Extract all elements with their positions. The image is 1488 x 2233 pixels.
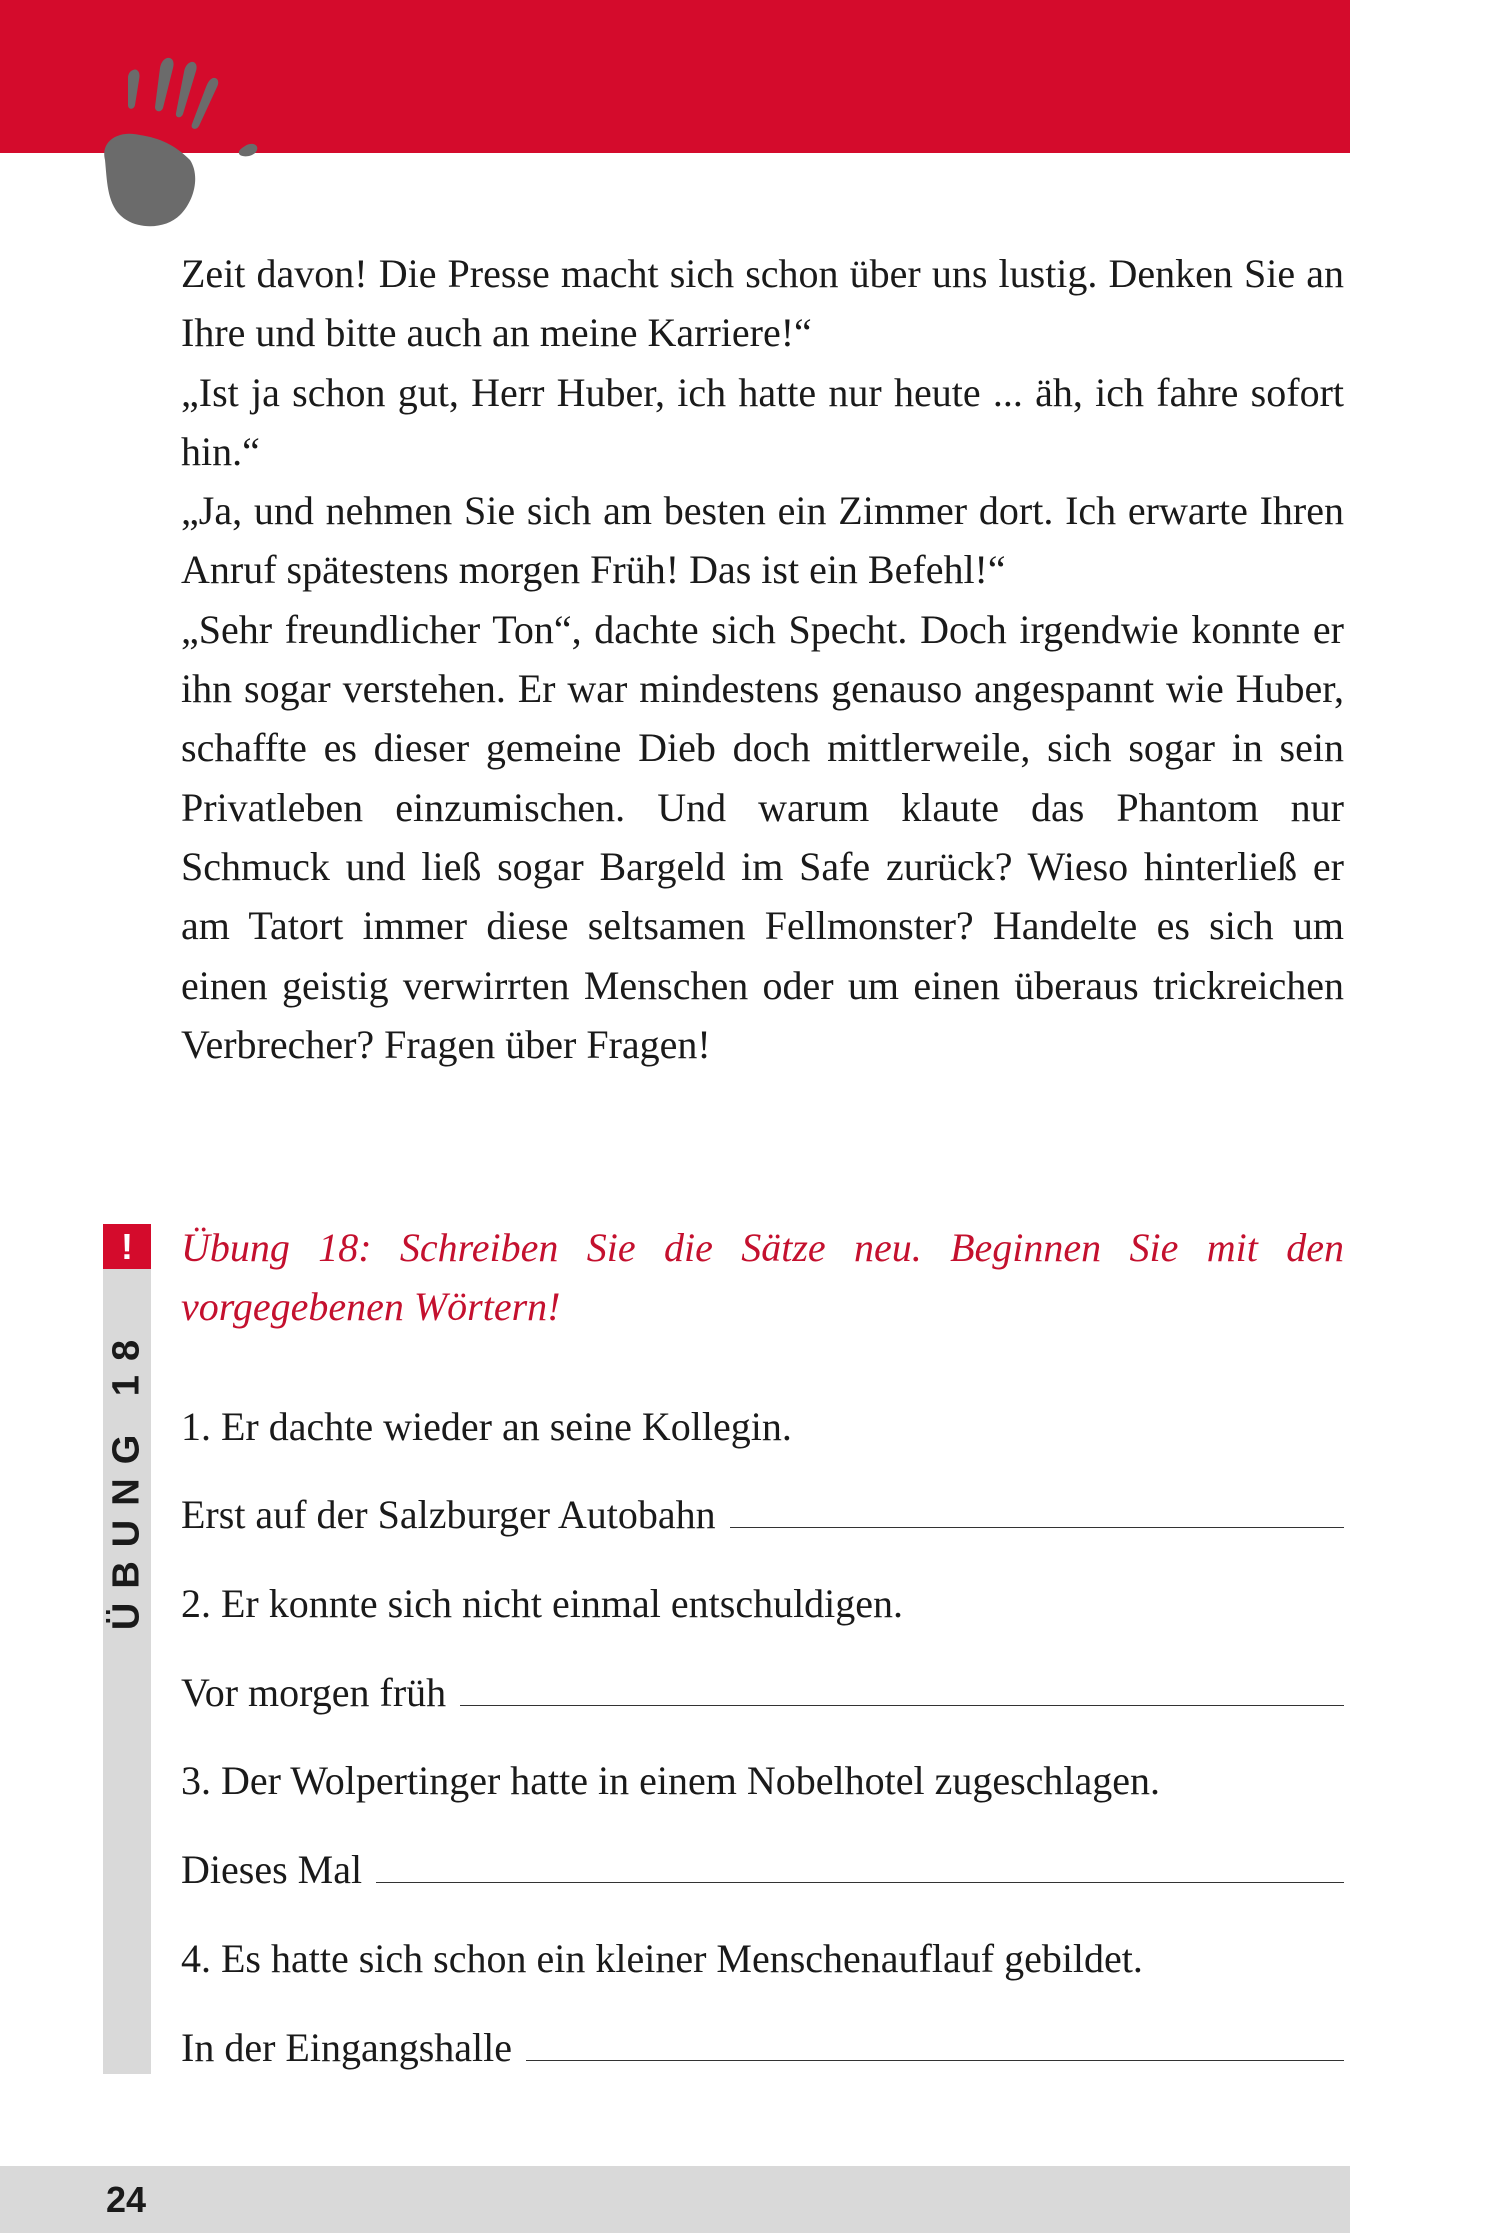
story-paragraph: Zeit davon! Die Presse macht sich schon über uns lustig. Denken Sie an Ihre und bitte auch an meine Karriere!“	[181, 251, 1344, 356]
footer-band	[0, 2166, 1350, 2233]
answer-prompt: In der Eingangshalle	[181, 2025, 512, 2070]
answer-line[interactable]	[730, 1497, 1344, 1528]
exercise-side-label: ÜBUNG 18	[105, 1325, 148, 1631]
exercise-sentence: 4. Es hatte sich schon ein kleiner Menschenauflauf gebildet.	[181, 1936, 1143, 1981]
answer-line[interactable]	[526, 2030, 1344, 2061]
exercise-instruction: Übung 18: Schreiben Sie die Sätze neu. Beginnen Sie mit den vorgegebenen Wörtern!	[181, 1225, 1344, 1330]
exercise-answer-row	[181, 1491, 1344, 1539]
exercise-sentence: 1. Er dachte wieder an seine Kollegin.	[181, 1404, 792, 1449]
answer-prompt: Erst auf der Salzburger Autobahn	[181, 1492, 716, 1537]
answer-prompt: Vor morgen früh	[181, 1670, 447, 1715]
exercise-answer-row	[181, 1669, 1344, 1717]
answer-line[interactable]	[460, 1675, 1344, 1706]
exercise-sentence: 3. Der Wolpertinger hatte in einem Nobelhotel zugeschlagen.	[181, 1758, 1161, 1803]
exercise-answer-row	[181, 1846, 1344, 1894]
exercise-sentence: 2. Er konnte sich nicht einmal entschuldigen.	[181, 1581, 904, 1626]
page-number: 24	[106, 2179, 147, 2220]
answer-prompt: Dieses Mal	[181, 1847, 363, 1892]
story-paragraph: „Sehr freundlicher Ton“, dachte sich Specht. Doch irgendwie konnte er ihn sogar verstehen. Er war mindestens genauso angespannt wie Huber, schaffte es dieser gemeine Dieb doch mittlerweile, sich sogar in sein Privatleben einzumischen. Und warum klaute das Phantom nur Schmuck und ließ sogar Bargeld im Safe zurück? Wieso hinterließ er am Tatort immer diese seltsamen Fellmonster? Handelte es sich um einen geistig verwirrten Menschen oder um einen überaus trickreichen Verbrecher? Fragen über Fragen!	[181, 606, 1344, 1067]
story-paragraph: „Ja, und nehmen Sie sich am besten ein Zimmer dort. Ich erwarte Ihren Anruf spätestens morgen Früh! Das ist ein Befehl!“	[181, 488, 1344, 593]
answer-line[interactable]	[376, 1852, 1344, 1883]
exercise-answer-row	[181, 2024, 1344, 2072]
story-paragraph: „Ist ja schon gut, Herr Huber, ich hatte nur heute ... äh, ich fahre sofort hin.“	[181, 369, 1344, 474]
handprint-icon	[95, 50, 295, 250]
exclamation-icon: !	[103, 1224, 151, 1269]
story-text	[181, 244, 1344, 1074]
